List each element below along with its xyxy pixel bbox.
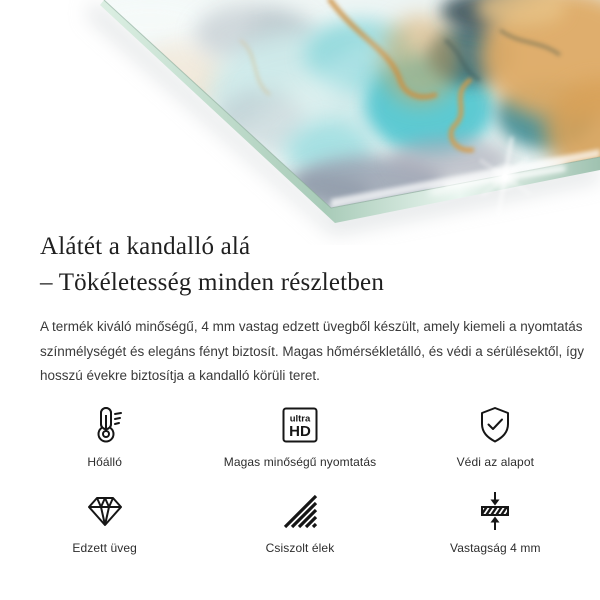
feature-tempered-glass [7,489,202,555]
glass-surface [0,0,600,245]
description-line: A termék kiváló minőségű, 4 mm vastag edzett üvegből készült, amely kiemeli a nyomtatás [40,319,583,334]
title-line-2: – Tökéletesség minden részletben [40,269,385,296]
svg-text:ultra: ultra [289,413,311,425]
feature-label: Vastagság 4 mm [450,541,541,555]
title-line-1: Alátét a kandalló alá [40,233,251,260]
polished-edges-icon [280,489,320,533]
page-title [40,229,570,301]
svg-text:HD: HD [289,423,311,440]
description-line: hosszú évekre biztosítja a kandalló körüli teret. [40,368,320,383]
feature-hd-print [202,403,397,469]
feature-polished-edges [202,489,397,555]
diamond-icon [85,489,125,533]
feature-thickness [398,489,593,555]
product-info-section [40,229,585,389]
ultra-hd-icon [280,403,320,447]
thickness-icon [475,489,515,533]
feature-heat-resistant [7,403,202,469]
glass-panel-photo [0,0,600,245]
feature-protects-base [398,403,593,469]
feature-label: Védi az alapot [456,455,535,469]
feature-label: Edzett üveg [72,541,137,555]
feature-label: Hőálló [87,455,122,469]
product-image [0,0,600,245]
shield-check-icon [475,403,515,447]
feature-label: Csiszolt élek [265,541,335,555]
description-line: színmélységét és elegáns fényt biztosít. Magas hőmérsékletálló, és védi a sérülésektől, így [40,343,585,359]
feature-grid [7,403,593,555]
product-description [40,315,585,389]
thermometer-icon [85,403,125,447]
feature-label: Magas minőségű nyomtatás [223,455,377,469]
